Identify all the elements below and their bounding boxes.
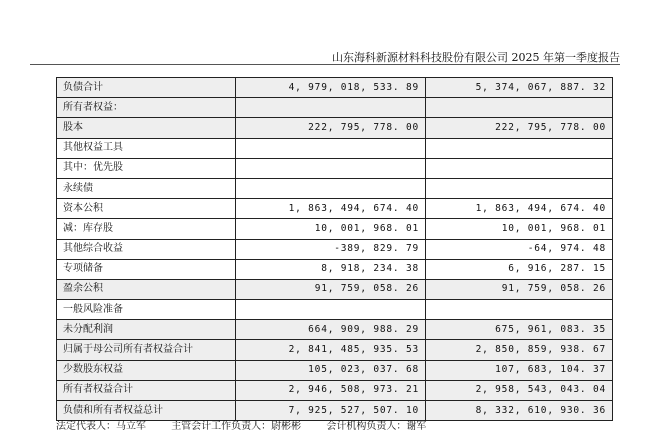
row-label: 一般风险准备 [57,300,236,320]
prior-period-value [426,178,613,198]
current-period-value: 91, 759, 058. 26 [236,279,426,299]
row-label: 股本 [57,118,236,138]
current-period-value: 2, 841, 485, 935. 53 [236,340,426,360]
current-period-value [236,138,426,158]
current-period-value [236,98,426,118]
row-label: 负债和所有者权益总计 [57,401,236,421]
current-period-value: 8, 918, 234. 38 [236,259,426,279]
legal-representative: 法定代表人：马立军 [56,421,146,432]
row-label: 专项储备 [57,259,236,279]
current-period-value: 10, 001, 968. 01 [236,219,426,239]
prior-period-value: 91, 759, 058. 26 [426,279,613,299]
balance-sheet-body [57,78,613,421]
table-row [57,219,613,239]
row-label: 所有者权益： [57,98,236,118]
current-period-value [236,300,426,320]
table-row [57,199,613,219]
prior-period-value: 107, 683, 104. 37 [426,360,613,380]
row-label: 负债合计 [57,78,236,98]
current-period-value [236,158,426,178]
table-row [57,360,613,380]
row-label: 未分配利润 [57,320,236,340]
prior-period-value: -64, 974. 48 [426,239,613,259]
table-row [57,158,613,178]
prior-period-value [426,98,613,118]
current-period-value: -389, 829. 79 [236,239,426,259]
current-period-value: 2, 946, 508, 973. 21 [236,380,426,400]
prior-period-value [426,300,613,320]
prior-period-value: 1, 863, 494, 674. 40 [426,199,613,219]
table-row [57,78,613,98]
row-label: 所有者权益合计 [57,380,236,400]
signature-footer [56,417,448,432]
balance-sheet-table [56,77,613,421]
current-period-value: 4, 979, 018, 533. 89 [236,78,426,98]
prior-period-value: 2, 958, 543, 043. 04 [426,380,613,400]
row-label: 盈余公积 [57,279,236,299]
table-row [57,239,613,259]
prior-period-value: 2, 850, 859, 938. 67 [426,340,613,360]
accounting-head: 主管会计工作负责人：尉彬彬 [171,421,302,432]
table-row [57,380,613,400]
prior-period-value [426,138,613,158]
prior-period-value [426,158,613,178]
table-row [57,320,613,340]
row-label: 其他综合收益 [57,239,236,259]
table-row [57,138,613,158]
report-header: 山东海科新源材料科技股份有限公司 2025 年第一季度报告 [332,51,620,64]
current-period-value [236,178,426,198]
header-rule [30,64,620,65]
table-row [57,340,613,360]
table-row [57,300,613,320]
row-label: 其他权益工具 [57,138,236,158]
table-row [57,259,613,279]
table-row [57,98,613,118]
row-label: 资本公积 [57,199,236,219]
row-label: 归属于母公司所有者权益合计 [57,340,236,360]
prior-period-value: 222, 795, 778. 00 [426,118,613,138]
row-label: 永续债 [57,178,236,198]
prior-period-value: 5, 374, 067, 887. 32 [426,78,613,98]
prior-period-value: 6, 916, 287. 15 [426,259,613,279]
row-label: 减：库存股 [57,219,236,239]
prior-period-value: 675, 961, 083. 35 [426,320,613,340]
current-period-value: 664, 909, 988. 29 [236,320,426,340]
current-period-value: 222, 795, 778. 00 [236,118,426,138]
current-period-value: 105, 023, 037. 68 [236,360,426,380]
accounting-dept-head: 会计机构负责人：谢军 [326,421,427,432]
table-row [57,118,613,138]
row-label: 其中：优先股 [57,158,236,178]
table-row [57,178,613,198]
prior-period-value: 10, 001, 968. 01 [426,219,613,239]
row-label: 少数股东权益 [57,360,236,380]
current-period-value: 1, 863, 494, 674. 40 [236,199,426,219]
prior-period-value: 8, 332, 610, 930. 36 [426,401,613,421]
table-row [57,279,613,299]
current-period-value: 7, 925, 527, 507. 10 [236,401,426,421]
